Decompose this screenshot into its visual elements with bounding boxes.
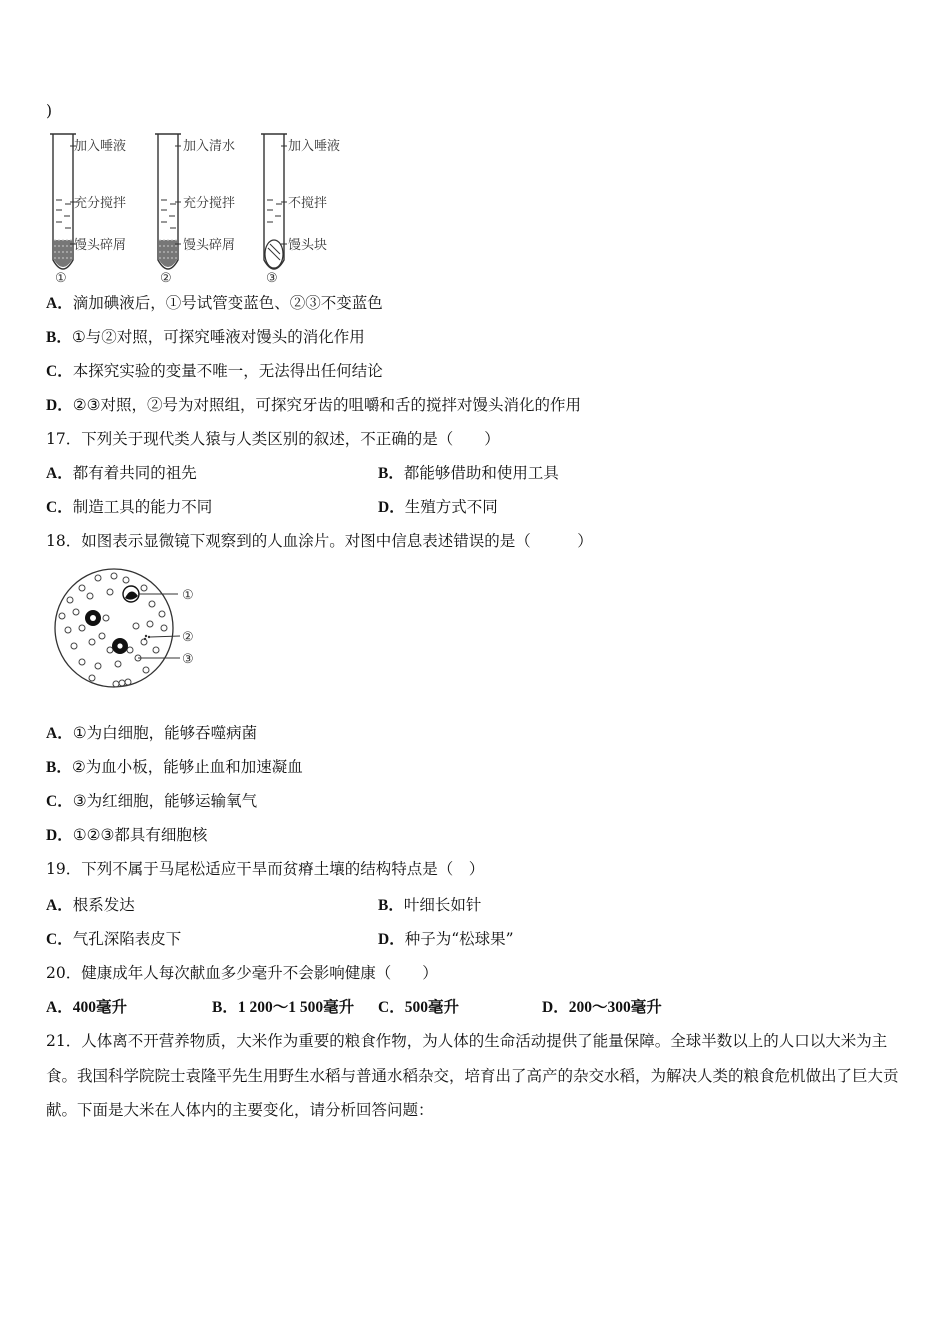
q20-option-b[interactable]: B．1 200～1 500毫升 [212, 999, 355, 1016]
q18-marker-2: ② [182, 630, 194, 645]
tube3-mid-label: 不搅拌 [288, 196, 328, 211]
q19-option-c[interactable]: C．气孔深陷表皮下 [46, 930, 182, 948]
q19-option-b[interactable]: B．叶细长如针 [378, 896, 482, 914]
tube1-top-label: 加入唾液 [74, 139, 127, 154]
tube3-bottom-label: 馒头块 [288, 238, 328, 253]
tube2-top-label: 加入清水 [183, 139, 236, 154]
q20-option-d[interactable]: D．200～300毫升 [542, 999, 662, 1016]
q19-stem: 19．下列不属于马尾松适应干旱而贫瘠土壤的结构特点是（ ） [46, 860, 485, 878]
q18-option-c[interactable]: C．③为红细胞，能够运输氧气 [46, 792, 258, 810]
tube3-top-label: 加入唾液 [288, 139, 341, 154]
q16-option-c[interactable]: C．本探究实验的变量不唯一，无法得出任何结论 [46, 362, 383, 380]
microscope-field [55, 569, 173, 687]
q19-options-row2 [46, 929, 906, 950]
q17-option-a[interactable]: A．都有着共同的祖先 [46, 464, 197, 482]
tube2-number: ② [160, 271, 172, 286]
q16-test-tube-figure [40, 128, 360, 286]
tube1-bottom-label: 馒头碎屑 [74, 238, 127, 253]
q18-option-a[interactable]: A．①为白细胞，能够吞噬病菌 [46, 724, 258, 742]
q20-options-row [46, 997, 906, 1018]
q17-options-row1 [46, 463, 906, 484]
q19-option-d[interactable]: D．种子为“松球果” [378, 930, 514, 948]
red-blood-cells [59, 573, 167, 687]
tube2-mid-label: 充分搅拌 [183, 196, 236, 211]
q18-stem: 18．如图表示显微镜下观察到的人血涂片。对图中信息表述错误的是（ ） [46, 532, 593, 550]
tube2-bottom-label: 馒头碎屑 [183, 238, 236, 253]
q18-marker-3: ③ [182, 652, 194, 667]
q18-option-d[interactable]: D．①②③都具有细胞核 [46, 826, 208, 844]
tube1-number: ① [55, 271, 67, 286]
q17-stem: 17．下列关于现代类人猿与人类区别的叙述，不正确的是（ ） [46, 430, 500, 448]
tube1-mid-label: 充分搅拌 [74, 196, 127, 211]
q17-option-b[interactable]: B．都能够借助和使用工具 [378, 464, 559, 482]
q17-option-d[interactable]: D．生殖方式不同 [378, 498, 498, 516]
q18-option-b[interactable]: B．②为血小板，能够止血和加速凝血 [46, 758, 303, 776]
q19-option-a[interactable]: A．根系发达 [46, 896, 135, 914]
q17-options-row2 [46, 497, 906, 518]
q20-option-c[interactable]: C．500毫升 [378, 999, 459, 1016]
q16-option-a[interactable]: A．滴加碘液后，①号试管变蓝色、②③不变蓝色 [46, 294, 383, 312]
q18-marker-1: ① [182, 588, 194, 603]
q18-blood-smear-figure [52, 566, 212, 694]
q16-option-d[interactable]: D．②③对照，②号为对照组，可探究牙齿的咀嚼和舌的搅拌对馒头消化的作用 [46, 396, 581, 414]
q20-stem: 20．健康成年人每次献血多少毫升不会影响健康（ ） [46, 964, 438, 982]
q21-paragraph: 21．人体离不开营养物质，大米作为重要的粮食作物，为人体的生命活动提供了能量保障。全球半数以上的人口以大米为主食。我国科学院院士袁隆平先生用野生水稻与普通水稻杂交，培育出了高产的杂交水稻，为解决人类的粮食危机做出了巨大贡献。下面是大米在人体内的主要变化，请分析回答问题： [46, 1032, 899, 1119]
q20-option-a[interactable]: A．400毫升 [46, 999, 127, 1016]
q16-stem-tail: ) [46, 102, 53, 120]
q17-option-c[interactable]: C．制造工具的能力不同 [46, 498, 213, 516]
tube3-number: ③ [266, 271, 278, 286]
q16-option-b[interactable]: B．①与②对照，可探究唾液对馒头的消化作用 [46, 328, 365, 346]
q19-options-row1 [46, 895, 906, 916]
